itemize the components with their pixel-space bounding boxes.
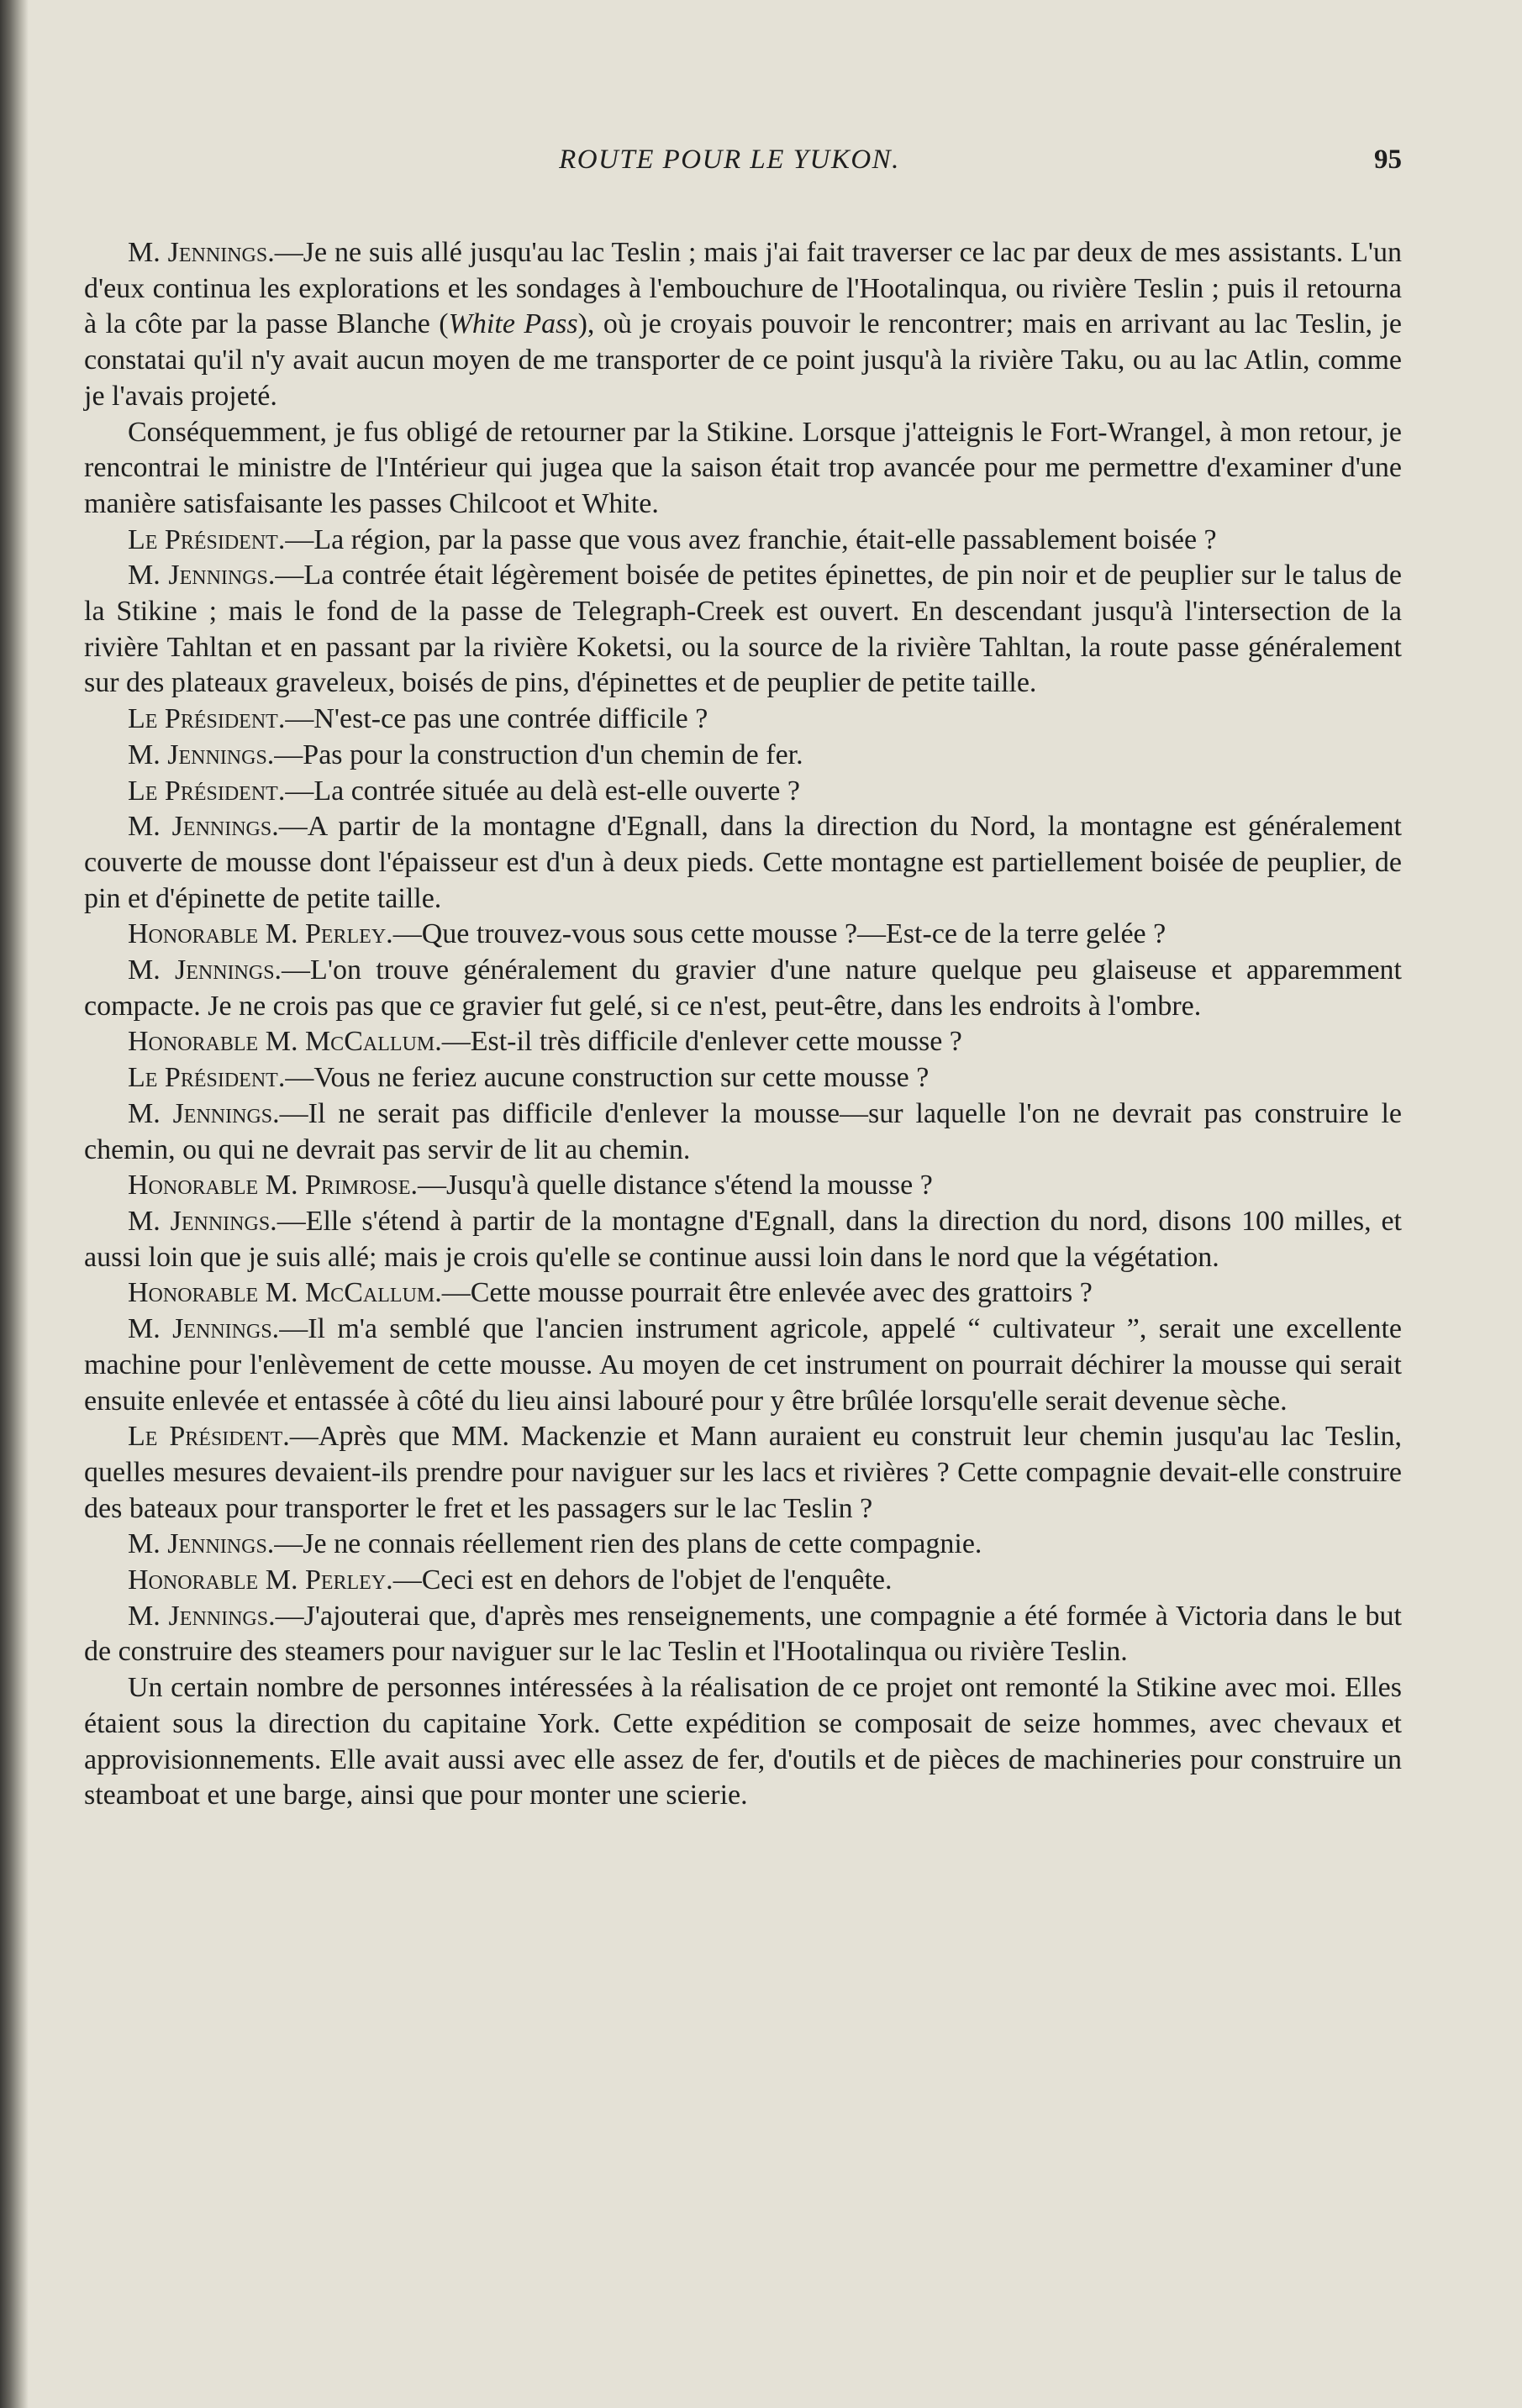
- paragraph-text: —Je ne connais réellement rien des plans de cette compagnie.: [274, 1528, 982, 1560]
- paragraph-text: —Après que MM. Mackenzie et Mann auraient eu construit leur chemin jusqu'au lac Teslin, quelles mesures devaient-ils prendre pour naviguer sur les lacs et rivières ? Cette compagnie devait-elle construire des bateaux pour transporter le fret et les passagers sur le lac Teslin ?: [84, 1421, 1402, 1524]
- paragraph: [84, 1527, 1402, 1563]
- speaker: Le Président.: [128, 523, 286, 555]
- paragraph-text: —Ceci est en dehors de l'objet de l'enquête.: [392, 1564, 893, 1596]
- paragraph-text: Un certain nombre de personnes intéressées à la réalisation de ce projet ont remonté la Stikine avec moi. Elles étaient sous la direction du capitaine York. Cette expédition se composait de seize hommes, avec chevaux et approvisionnements. Elle avait aussi avec elle assez de fer, d'outils et de pièces de machineries pour construire un steamboat et une barge, ainsi que pour monter une scierie.: [84, 1672, 1402, 1811]
- paragraph-text: —A partir de la montagne d'Egnall, dans la direction du Nord, la montagne est généralement couverte de mousse dont l'épaisseur est d'un à deux pieds. Cette montagne est partiellement boisée de peuplier, de pin et d'épinette de petite taille.: [84, 811, 1402, 914]
- paragraph-text: —La contrée était légèrement boisée de petites épinettes, de pin noir et de peuplier sur le talus de la Stikine ; mais le fond de la passe de Telegraph-Creek est ouvert. En descendant jusqu'à l'intersection de la rivière Tahltan et en passant par la rivière Koketsi, ou la source de la rivière Tahltan, la route passe généralement sur des plateaux graveleux, boisés de pins, d'épinettes et de peuplier de petite taille.: [84, 560, 1402, 699]
- running-header: [57, 145, 1402, 187]
- speaker: M. Jennings.: [128, 1600, 276, 1632]
- speaker: Le Président.: [128, 1062, 286, 1094]
- running-title: ROUTE POUR LE YUKON.: [559, 145, 900, 175]
- paragraph-text: —Il m'a semblé que l'ancien instrument agricole, appelé “ cultivateur ”, serait une excellente machine pour l'enlèvement de cette mousse. Au moyen de cet instrument on pourrait déchirer la mousse qui serait ensuite enlevée et entassée à côté du lieu ainsi labouré pour y être brûlée lorsqu'elle serait devenue sèche.: [84, 1313, 1403, 1417]
- paragraph: [84, 523, 1402, 559]
- speaker: M. Jennings.: [128, 954, 282, 986]
- page-number: 95: [1374, 145, 1402, 175]
- speaker: M. Jennings.: [128, 811, 279, 843]
- paragraph-text: —La région, par la passe que vous avez franchie, était-elle passablement boisée ?: [285, 523, 1217, 555]
- paragraph-text: —Jusqu'à quelle distance s'étend la mousse ?: [418, 1170, 933, 1201]
- speaker: M. Jennings.: [128, 1528, 275, 1560]
- speaker: Honorable M. McCallum.: [128, 1026, 442, 1058]
- speaker: Le Président.: [128, 775, 286, 807]
- paragraph: [84, 1024, 1402, 1060]
- paragraph: [84, 917, 1402, 953]
- paragraph: [84, 415, 1402, 523]
- paragraph-text: —Vous ne feriez aucune construction sur cette mousse ?: [285, 1062, 930, 1094]
- paragraph: [84, 702, 1402, 738]
- paragraph-text: —Est-il très difficile d'enlever cette mousse ?: [441, 1026, 962, 1058]
- paragraph: [84, 235, 1402, 415]
- speaker: M. Jennings.: [128, 1205, 277, 1237]
- paragraph: [84, 1599, 1402, 1670]
- speaker: Honorable M. Perley.: [128, 918, 393, 950]
- paragraph: [84, 809, 1402, 917]
- speaker: M. Jennings.: [128, 560, 276, 591]
- speaker: Le Président.: [128, 703, 286, 735]
- paragraph: [84, 1419, 1402, 1527]
- paragraph: [84, 1204, 1402, 1275]
- paragraph-text: —L'on trouve généralement du gravier d'une nature quelque peu glaiseuse et apparemment compacte. Je ne crois pas que ce gravier fut gelé, si ce n'est, peut-être, dans les endroits à l'ombre.: [84, 954, 1402, 1022]
- paragraph-text-continued: ), où je croyais pouvoir le rencontrer; mais en arrivant au lac Teslin, je constatai qu'il n'y avait aucun moyen de me transporter de ce point jusqu'à la rivière Taku, ou au lac Atlin, comme je l'avais projeté.: [84, 308, 1402, 412]
- paragraph: [84, 1563, 1402, 1599]
- paragraph: [84, 1275, 1402, 1312]
- paragraph-text: —Il ne serait pas difficile d'enlever la mousse—sur laquelle l'on ne devrait pas construire le chemin, ou qui ne devrait pas servir de lit au chemin.: [84, 1097, 1402, 1165]
- paragraph-text: —Cette mousse pourrait être enlevée avec des grattoirs ?: [441, 1277, 1093, 1309]
- speaker: M. Jennings.: [128, 237, 275, 268]
- paragraph-text: —J'ajouterai que, d'après mes renseignements, une compagnie a été formée à Victoria dans le but de construire des steamers pour naviguer sur le lac Teslin et l'Hootalinqua ou rivière Teslin.: [84, 1600, 1402, 1668]
- paragraph-text: —Que trouvez-vous sous cette mousse ?—Est-ce de la terre gelée ?: [392, 918, 1167, 950]
- paragraph: [84, 953, 1402, 1024]
- speaker: Honorable M. Primrose.: [128, 1170, 419, 1201]
- book-page: [57, 0, 1402, 2408]
- body-text: [84, 235, 1402, 1814]
- paragraph-text: —Pas pour la construction d'un chemin de fer.: [274, 739, 803, 770]
- paragraph: [84, 1312, 1402, 1419]
- speaker: M. Jennings.: [128, 1097, 280, 1129]
- paragraph: [84, 1060, 1402, 1096]
- speaker: Honorable M. Perley.: [128, 1564, 393, 1596]
- speaker: Le Président.: [128, 1421, 290, 1453]
- speaker: Honorable M. McCallum.: [128, 1277, 442, 1309]
- paragraph-text: —Elle s'étend à partir de la montagne d'Egnall, dans la direction du nord, disons 100 milles, et aussi loin que je suis allé; mais je crois qu'elle se continue aussi loin dans le nord que la végétation.: [84, 1205, 1402, 1273]
- paragraph-text: —La contrée située au delà est-elle ouverte ?: [285, 775, 800, 807]
- paragraph: [84, 1096, 1402, 1168]
- binding-shadow: [0, 0, 29, 2408]
- speaker: M. Jennings.: [128, 739, 275, 770]
- paragraph-text: Conséquemment, je fus obligé de retourner par la Stikine. Lorsque j'atteignis le Fort-Wrangel, à mon retour, je rencontrai le ministre de l'Intérieur qui jugea que la saison était trop avancée pour me permettre d'examiner d'une manière satisfaisante les passes Chilcoot et White.: [84, 416, 1402, 519]
- paragraph: [84, 1168, 1402, 1204]
- paragraph: [84, 774, 1402, 810]
- paragraph-text: —Je ne suis allé jusqu'au lac Teslin ; mais j'ai fait traverser ce lac par deux de mes assistants. L'un d'eux continua les explorations et les sondages à l'embouchure de l'Hootalinqua, ou rivière Teslin ; puis il retourna à la côte par la passe Blanche (: [84, 237, 1403, 340]
- paragraph: [84, 558, 1402, 702]
- speaker: M. Jennings.: [128, 1313, 280, 1345]
- paragraph-text: —N'est-ce pas une contrée difficile ?: [285, 703, 708, 735]
- paragraph: [84, 738, 1402, 774]
- paragraph: [84, 1670, 1402, 1814]
- italic-term: White Pass: [448, 308, 578, 340]
